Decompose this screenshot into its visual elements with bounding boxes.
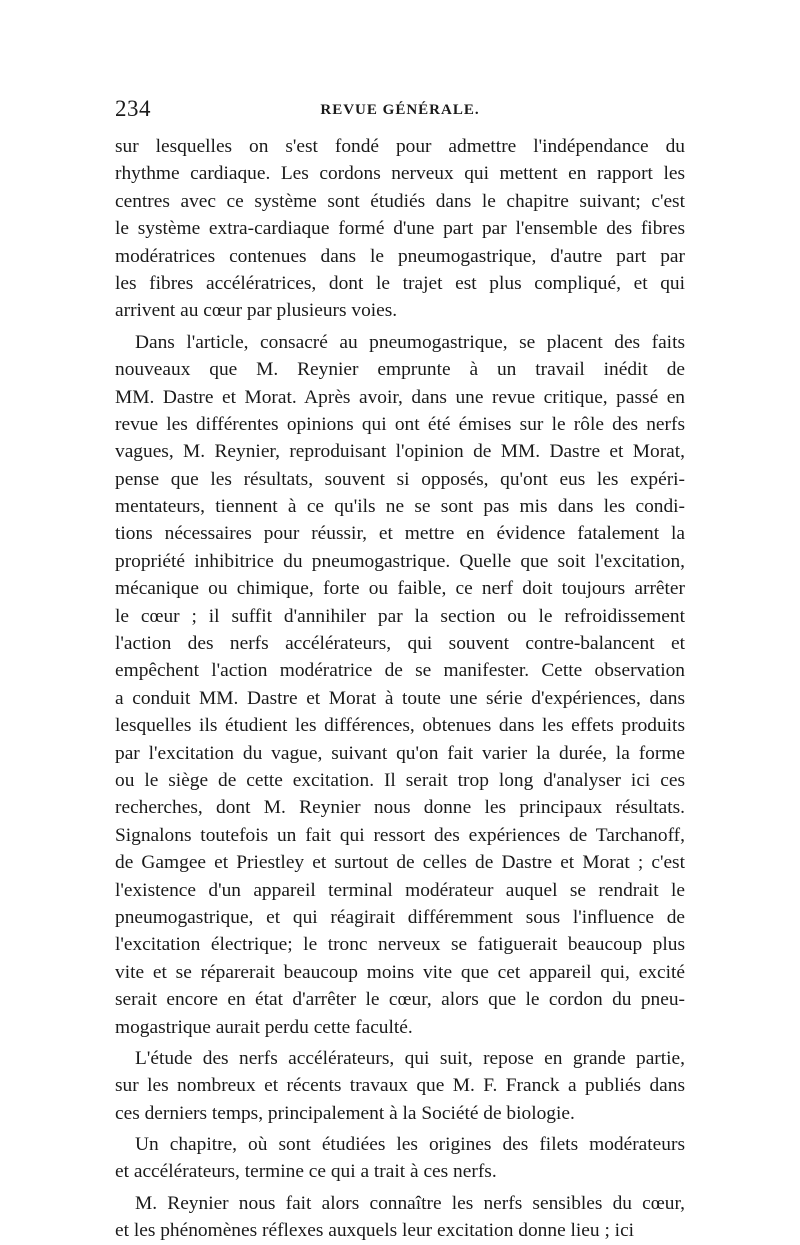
text-line: vagues, M. Reynier, reproduisant l'opinion de MM. Dastre et Morat, bbox=[115, 441, 685, 463]
paragraph bbox=[115, 1045, 685, 1127]
text-line: Un chapitre, où sont étudiées les origines des filets modérateurs bbox=[135, 1134, 685, 1156]
text-line: mentateurs, tiennent à ce qu'ils ne se sont pas mis dans les condi- bbox=[115, 496, 685, 518]
text-line: vite et se réparerait beaucoup moins vite que cet appareil qui, excité bbox=[115, 961, 685, 983]
paragraph bbox=[115, 329, 685, 1041]
text-line: l'excitation électrique; le tronc nerveux se fatiguerait beaucoup plus bbox=[115, 934, 685, 956]
text-line: serait encore en état d'arrêter le cœur, alors que le cordon du pneu- bbox=[115, 989, 685, 1011]
text-line: par l'excitation du vague, suivant qu'on fait varier la durée, la forme bbox=[115, 742, 685, 764]
body-text bbox=[115, 133, 685, 1245]
text-line: l'existence d'un appareil terminal modérateur auquel se rendrait le bbox=[115, 879, 685, 901]
text-line: les fibres accélératrices, dont le trajet est plus compliqué, et qui bbox=[115, 272, 685, 294]
page-header bbox=[115, 96, 685, 126]
text-line: de Gamgee et Priestley et surtout de celles de Dastre et Morat ; c'est bbox=[115, 852, 685, 874]
paragraph bbox=[115, 1190, 685, 1245]
text-line: mogastrique aurait perdu cette faculté. bbox=[115, 1016, 413, 1038]
text-line: propriété inhibitrice du pneumogastrique. Quelle que soit l'excitation, bbox=[115, 550, 685, 572]
text-line: pneumogastrique, et qui réagirait différemment sous l'influence de bbox=[115, 906, 685, 928]
text-line: arrivent au cœur par plusieurs voies. bbox=[115, 300, 398, 322]
text-line: centres avec ce système sont étudiés dans le chapitre suivant; c'est bbox=[115, 190, 685, 212]
text-line: modératrices contenues dans le pneumogastrique, d'autre part par bbox=[115, 245, 685, 267]
text-line: MM. Dastre et Morat. Après avoir, dans une revue critique, passé en bbox=[115, 386, 685, 408]
text-line: et les phénomènes réflexes auxquels leur excitation donne lieu ; ici bbox=[115, 1220, 635, 1242]
text-line: mécanique ou chimique, forte ou faible, ce nerf doit toujours arrêter bbox=[115, 578, 685, 600]
text-line: ou le siège de cette excitation. Il serait trop long d'analyser ici ces bbox=[115, 769, 685, 791]
text-line: lesquelles ils étudient les différences, obtenues dans les effets produits bbox=[115, 715, 685, 737]
text-line: l'action des nerfs accélérateurs, qui souvent contre-balancent et bbox=[115, 633, 685, 655]
text-line: sur lesquelles on s'est fondé pour admettre l'indépendance du bbox=[115, 136, 685, 157]
text-line: ces derniers temps, principalement à la Société de biologie. bbox=[115, 1102, 575, 1124]
text-line: empêchent l'action modératrice de se manifester. Cette observation bbox=[115, 660, 685, 682]
text-line: rhythme cardiaque. Les cordons nerveux qui mettent en rapport les bbox=[115, 163, 685, 185]
text-line: Signalons toutefois un fait qui ressort des expériences de Tarchanoff, bbox=[115, 824, 685, 846]
text-line: sur les nombreux et récents travaux que M. F. Franck a publiés dans bbox=[115, 1075, 685, 1097]
text-line: et accélérateurs, termine ce qui a trait à ces nerfs. bbox=[115, 1161, 497, 1183]
text-line: le cœur ; il suffit d'annihiler par la section ou le refroidissement bbox=[115, 605, 685, 627]
paragraph bbox=[115, 1131, 685, 1186]
text-line: tions nécessaires pour réussir, et mettre en évidence fatalement la bbox=[115, 523, 685, 545]
running-head: REVUE GÉNÉRALE. bbox=[320, 102, 480, 118]
text-line: M. Reynier nous fait alors connaître les nerfs sensibles du cœur, bbox=[135, 1192, 685, 1214]
text-line: nouveaux que M. Reynier emprunte à un travail inédit de bbox=[115, 359, 685, 381]
text-line: recherches, dont M. Reynier nous donne les principaux résultats. bbox=[115, 797, 685, 819]
text-line: a conduit MM. Dastre et Morat à toute une série d'expériences, dans bbox=[115, 687, 685, 709]
text-line: revue les différentes opinions qui ont été émises sur le rôle des nerfs bbox=[115, 413, 685, 435]
text-line: L'étude des nerfs accélérateurs, qui suit, repose en grande partie, bbox=[135, 1047, 685, 1069]
text-line: pense que les résultats, souvent si opposés, qu'ont eus les expéri- bbox=[115, 468, 685, 490]
page-number: 234 bbox=[115, 96, 151, 121]
paragraph bbox=[115, 133, 685, 325]
text-line: Dans l'article, consacré au pneumogastrique, se placent des faits bbox=[135, 331, 685, 353]
text-line: le système extra-cardiaque formé d'une part par l'ensemble des fibres bbox=[115, 218, 685, 240]
